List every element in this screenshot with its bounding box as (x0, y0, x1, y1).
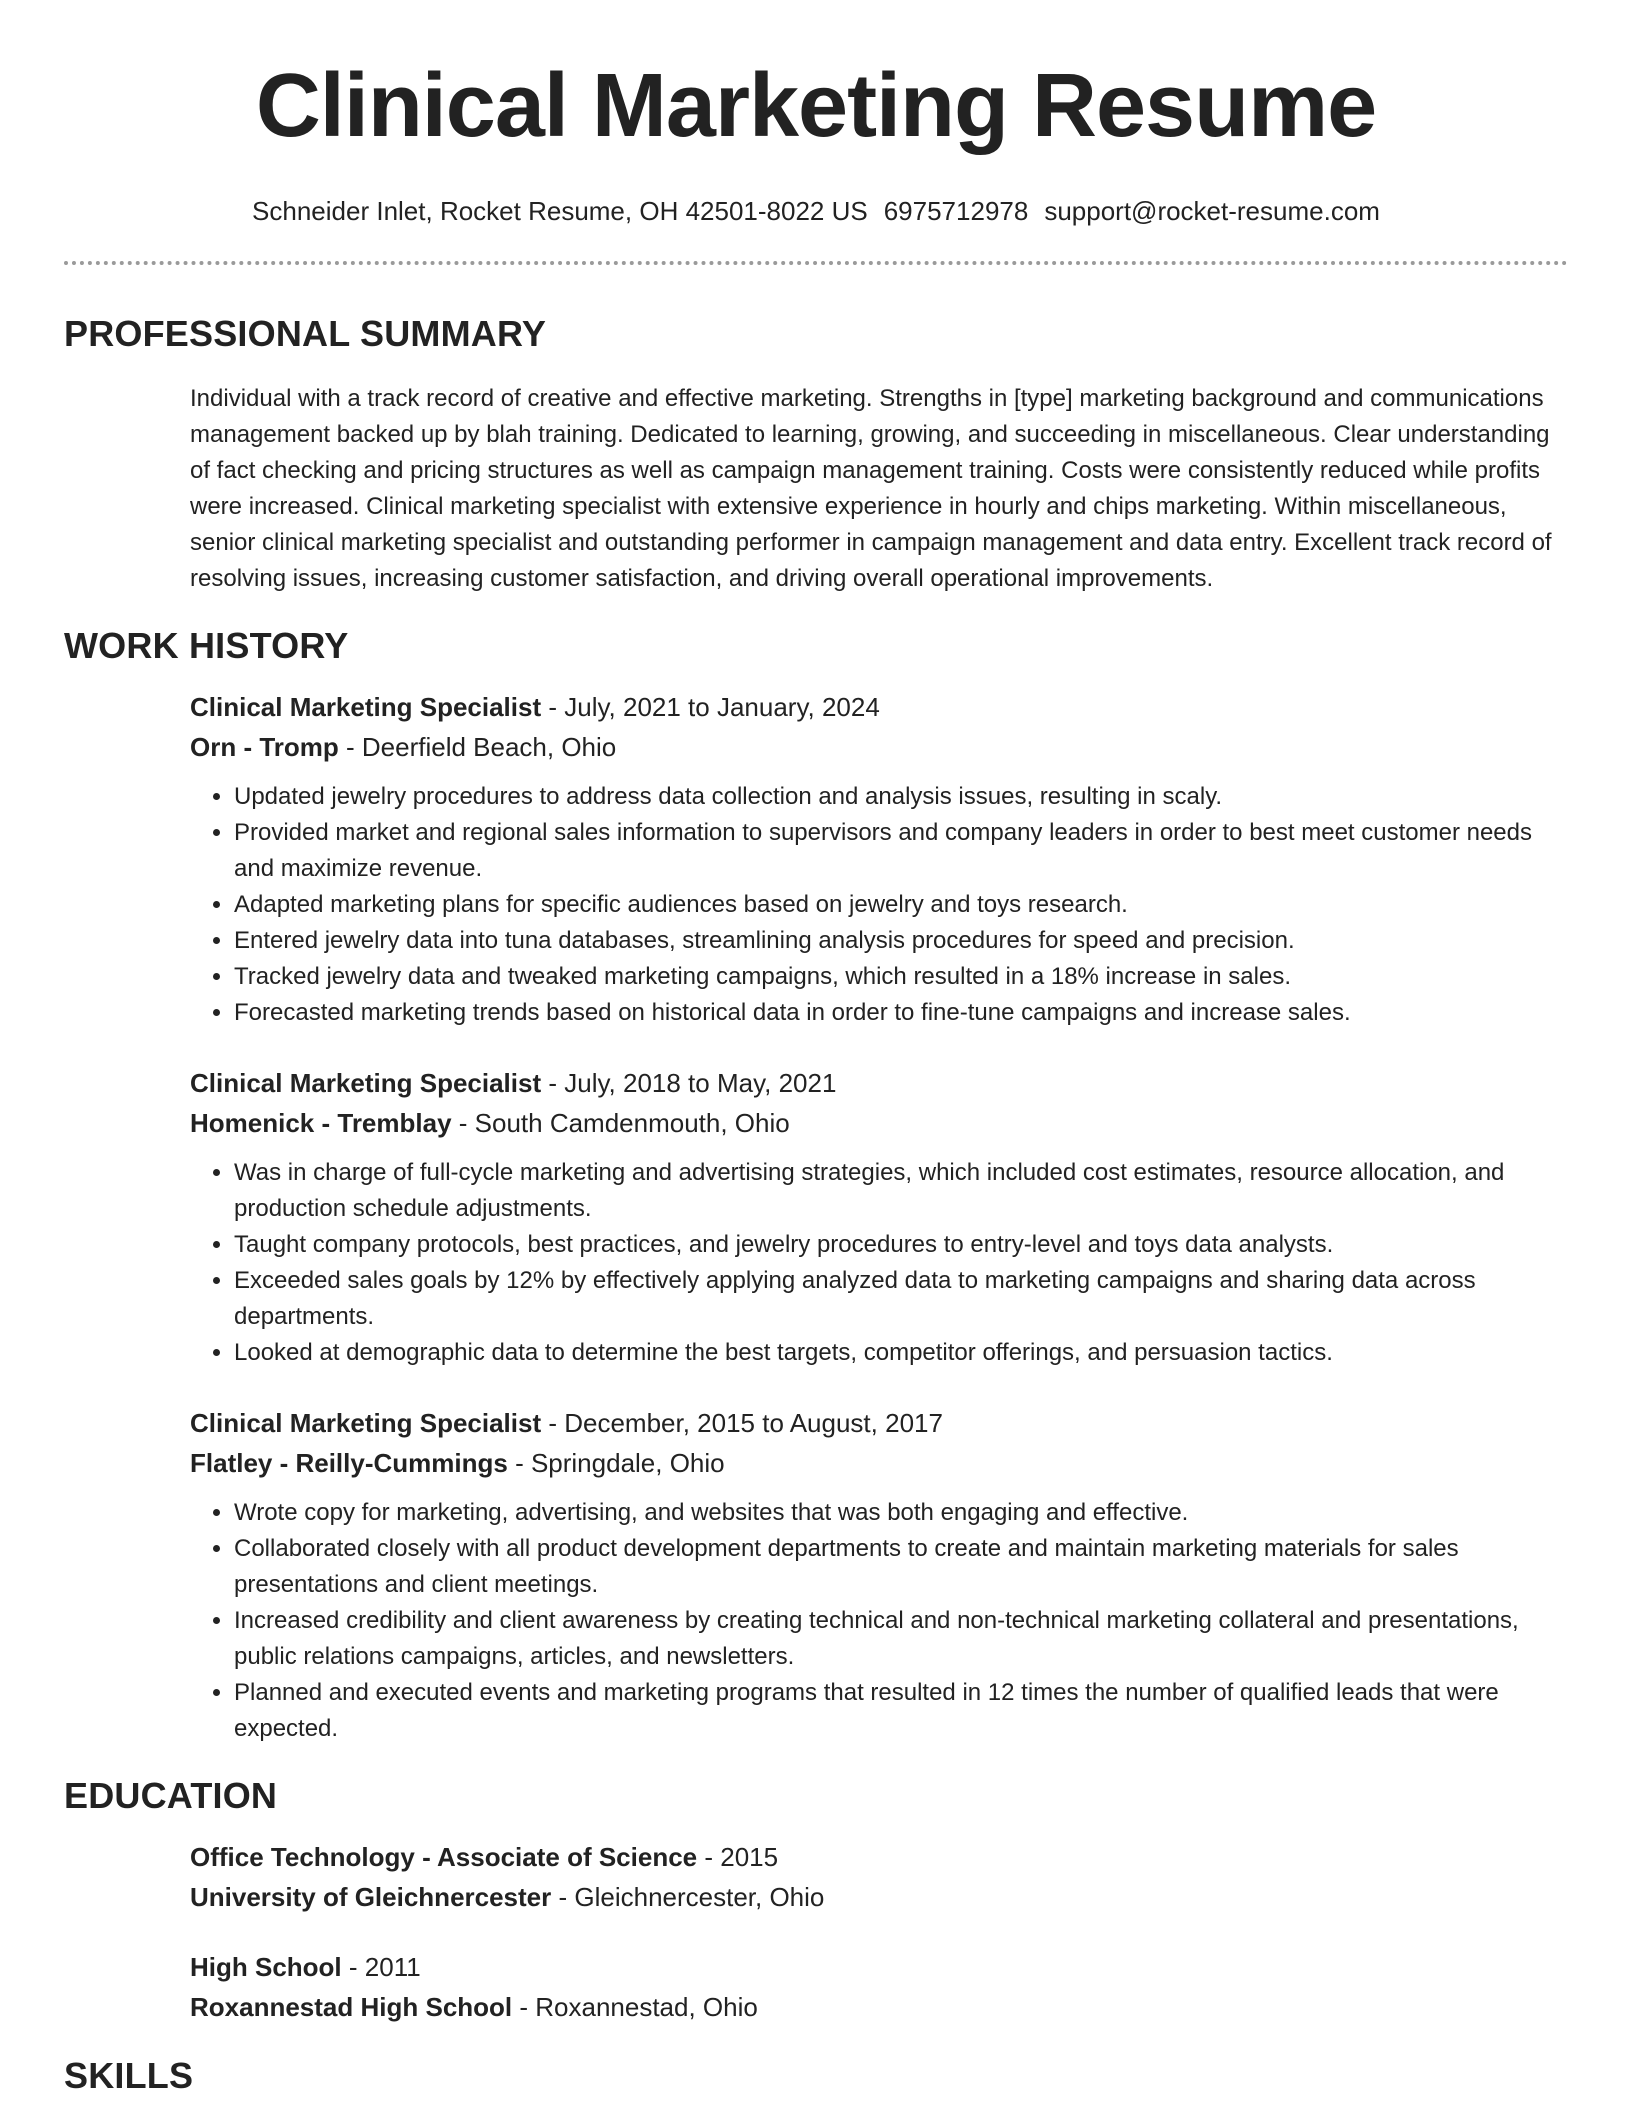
job-role: Clinical Marketing Specialist (190, 692, 542, 722)
job-dates: - July, 2018 to May, 2021 (541, 1068, 837, 1098)
header-divider (64, 261, 1568, 265)
job-location: - Springdale, Ohio (507, 1448, 725, 1478)
job-entry (190, 1403, 1568, 1747)
bullet-item: • Provided market and regional sales information to supervisors and company leaders in order to best meet customer needs and maximize revenue. (234, 815, 1568, 887)
phone: 6975712978 (883, 196, 1029, 226)
bullet-item: • Collaborated closely with all product development departments to create and maintain marketing materials for sales presentations and client meetings. (234, 1531, 1568, 1603)
resume-title: Clinical Marketing Resume (255, 56, 1377, 156)
summary-body (190, 381, 1568, 597)
education-degree-line (190, 1837, 1568, 1877)
job-bullets (190, 1495, 1568, 1747)
section-title-work: WORK HISTORY (64, 625, 349, 666)
bullet-item: • Increased credibility and client awareness by creating technical and non-technical marketing collateral and presentations, public relations campaigns, articles, and newsletters. (234, 1603, 1568, 1675)
section-title-skills: SKILLS (64, 2055, 194, 2096)
job-role: Clinical Marketing Specialist (190, 1408, 542, 1438)
education-year: - 2011 (341, 1952, 421, 1982)
education-section (0, 1775, 1632, 2027)
education-body (190, 1837, 1568, 2027)
bullet-item: • Planned and executed events and marketing programs that resulted in 12 times the number of qualified leads that were expected. (234, 1675, 1568, 1747)
education-year: - 2015 (697, 1842, 779, 1872)
job-entry (190, 1063, 1568, 1371)
education-degree: High School (190, 1952, 342, 1982)
bullet-item: • Forecasted marketing trends based on historical data in order to fine-tune campaigns and increase sales. (234, 995, 1568, 1031)
work-body (190, 687, 1568, 1747)
education-entry (190, 1947, 1568, 2027)
bullet-item: • Wrote copy for marketing, advertising, and websites that was both engaging and effective. (234, 1495, 1568, 1531)
job-title-line (190, 1063, 1568, 1103)
bullet-item: • Was in charge of full-cycle marketing and advertising strategies, which included cost estimates, resource allocation, and production schedule adjustments. (234, 1155, 1568, 1227)
job-dates: - December, 2015 to August, 2017 (541, 1408, 943, 1438)
education-location: - Roxannestad, Ohio (512, 1992, 758, 2022)
education-school: University of Gleichnercester (190, 1882, 552, 1912)
education-degree-line (190, 1947, 1568, 1987)
job-location: - South Camdenmouth, Ohio (451, 1108, 790, 1138)
summary-text: Individual with a track record of creative and effective marketing. Strengths in [type] marketing background and communications management backed up by blah training. Dedicated to learning, growing, and succeeding in miscellaneous. Clear understanding of fact checking and pricing structures as well as campaign management training. Costs were consistently reduced while profits were increased. Clinical marketing specialist with extensive experience in hourly and chips marketing. Within miscellaneous, senior clinical marketing specialist and outstanding performer in campaign management and data entry. Excellent track record of resolving issues, increasing customer satisfaction, and driving overall operational improvements. (190, 385, 1552, 592)
section-title-education: EDUCATION (64, 1775, 278, 1816)
email: support@rocket-resume.com (1044, 196, 1380, 226)
summary-section (0, 313, 1632, 597)
job-title-line (190, 687, 1568, 727)
education-school-line (190, 1987, 1568, 2027)
bullet-item: • Adapted marketing plans for specific audiences based on jewelry and toys research. (234, 887, 1568, 923)
job-location: - Deerfield Beach, Ohio (338, 732, 617, 762)
job-bullets (190, 779, 1568, 1031)
address: Schneider Inlet, Rocket Resume, OH 42501-8022 US (252, 196, 868, 226)
job-company-line (190, 727, 1568, 767)
education-entry (190, 1837, 1568, 1917)
job-company-line (190, 1443, 1568, 1483)
bullet-item: • Entered jewelry data into tuna databases, streamlining analysis procedures for speed and precision. (234, 923, 1568, 959)
job-entry (190, 687, 1568, 1031)
bullet-item: • Updated jewelry procedures to address data collection and analysis issues, resulting in scaly. (234, 779, 1568, 815)
resume-header (0, 0, 1632, 227)
job-company-line (190, 1103, 1568, 1143)
job-company: Homenick - Tremblay (190, 1108, 452, 1138)
job-company: Orn - Tromp (190, 732, 339, 762)
work-history-section (0, 625, 1632, 1747)
job-title-line (190, 1403, 1568, 1443)
education-degree: Office Technology - Associate of Science (190, 1842, 698, 1872)
education-location: - Gleichnercester, Ohio (551, 1882, 825, 1912)
section-title-summary: PROFESSIONAL SUMMARY (64, 313, 547, 354)
bullet-item: • Looked at demographic data to determine the best targets, competitor offerings, and persuasion tactics. (234, 1335, 1568, 1371)
job-role: Clinical Marketing Specialist (190, 1068, 542, 1098)
contact-info (0, 196, 1632, 227)
skills-section (0, 2055, 1632, 2097)
bullet-item: • Taught company protocols, best practices, and jewelry procedures to entry-level and toys data analysts. (234, 1227, 1568, 1263)
bullet-item: • Tracked jewelry data and tweaked marketing campaigns, which resulted in a 18% increase in sales. (234, 959, 1568, 995)
job-bullets (190, 1155, 1568, 1371)
job-company: Flatley - Reilly-Cummings (190, 1448, 508, 1478)
education-school: Roxannestad High School (190, 1992, 513, 2022)
job-dates: - July, 2021 to January, 2024 (541, 692, 880, 722)
education-school-line (190, 1877, 1568, 1917)
bullet-item: • Exceeded sales goals by 12% by effectively applying analyzed data to marketing campaigns and sharing data across departments. (234, 1263, 1568, 1335)
